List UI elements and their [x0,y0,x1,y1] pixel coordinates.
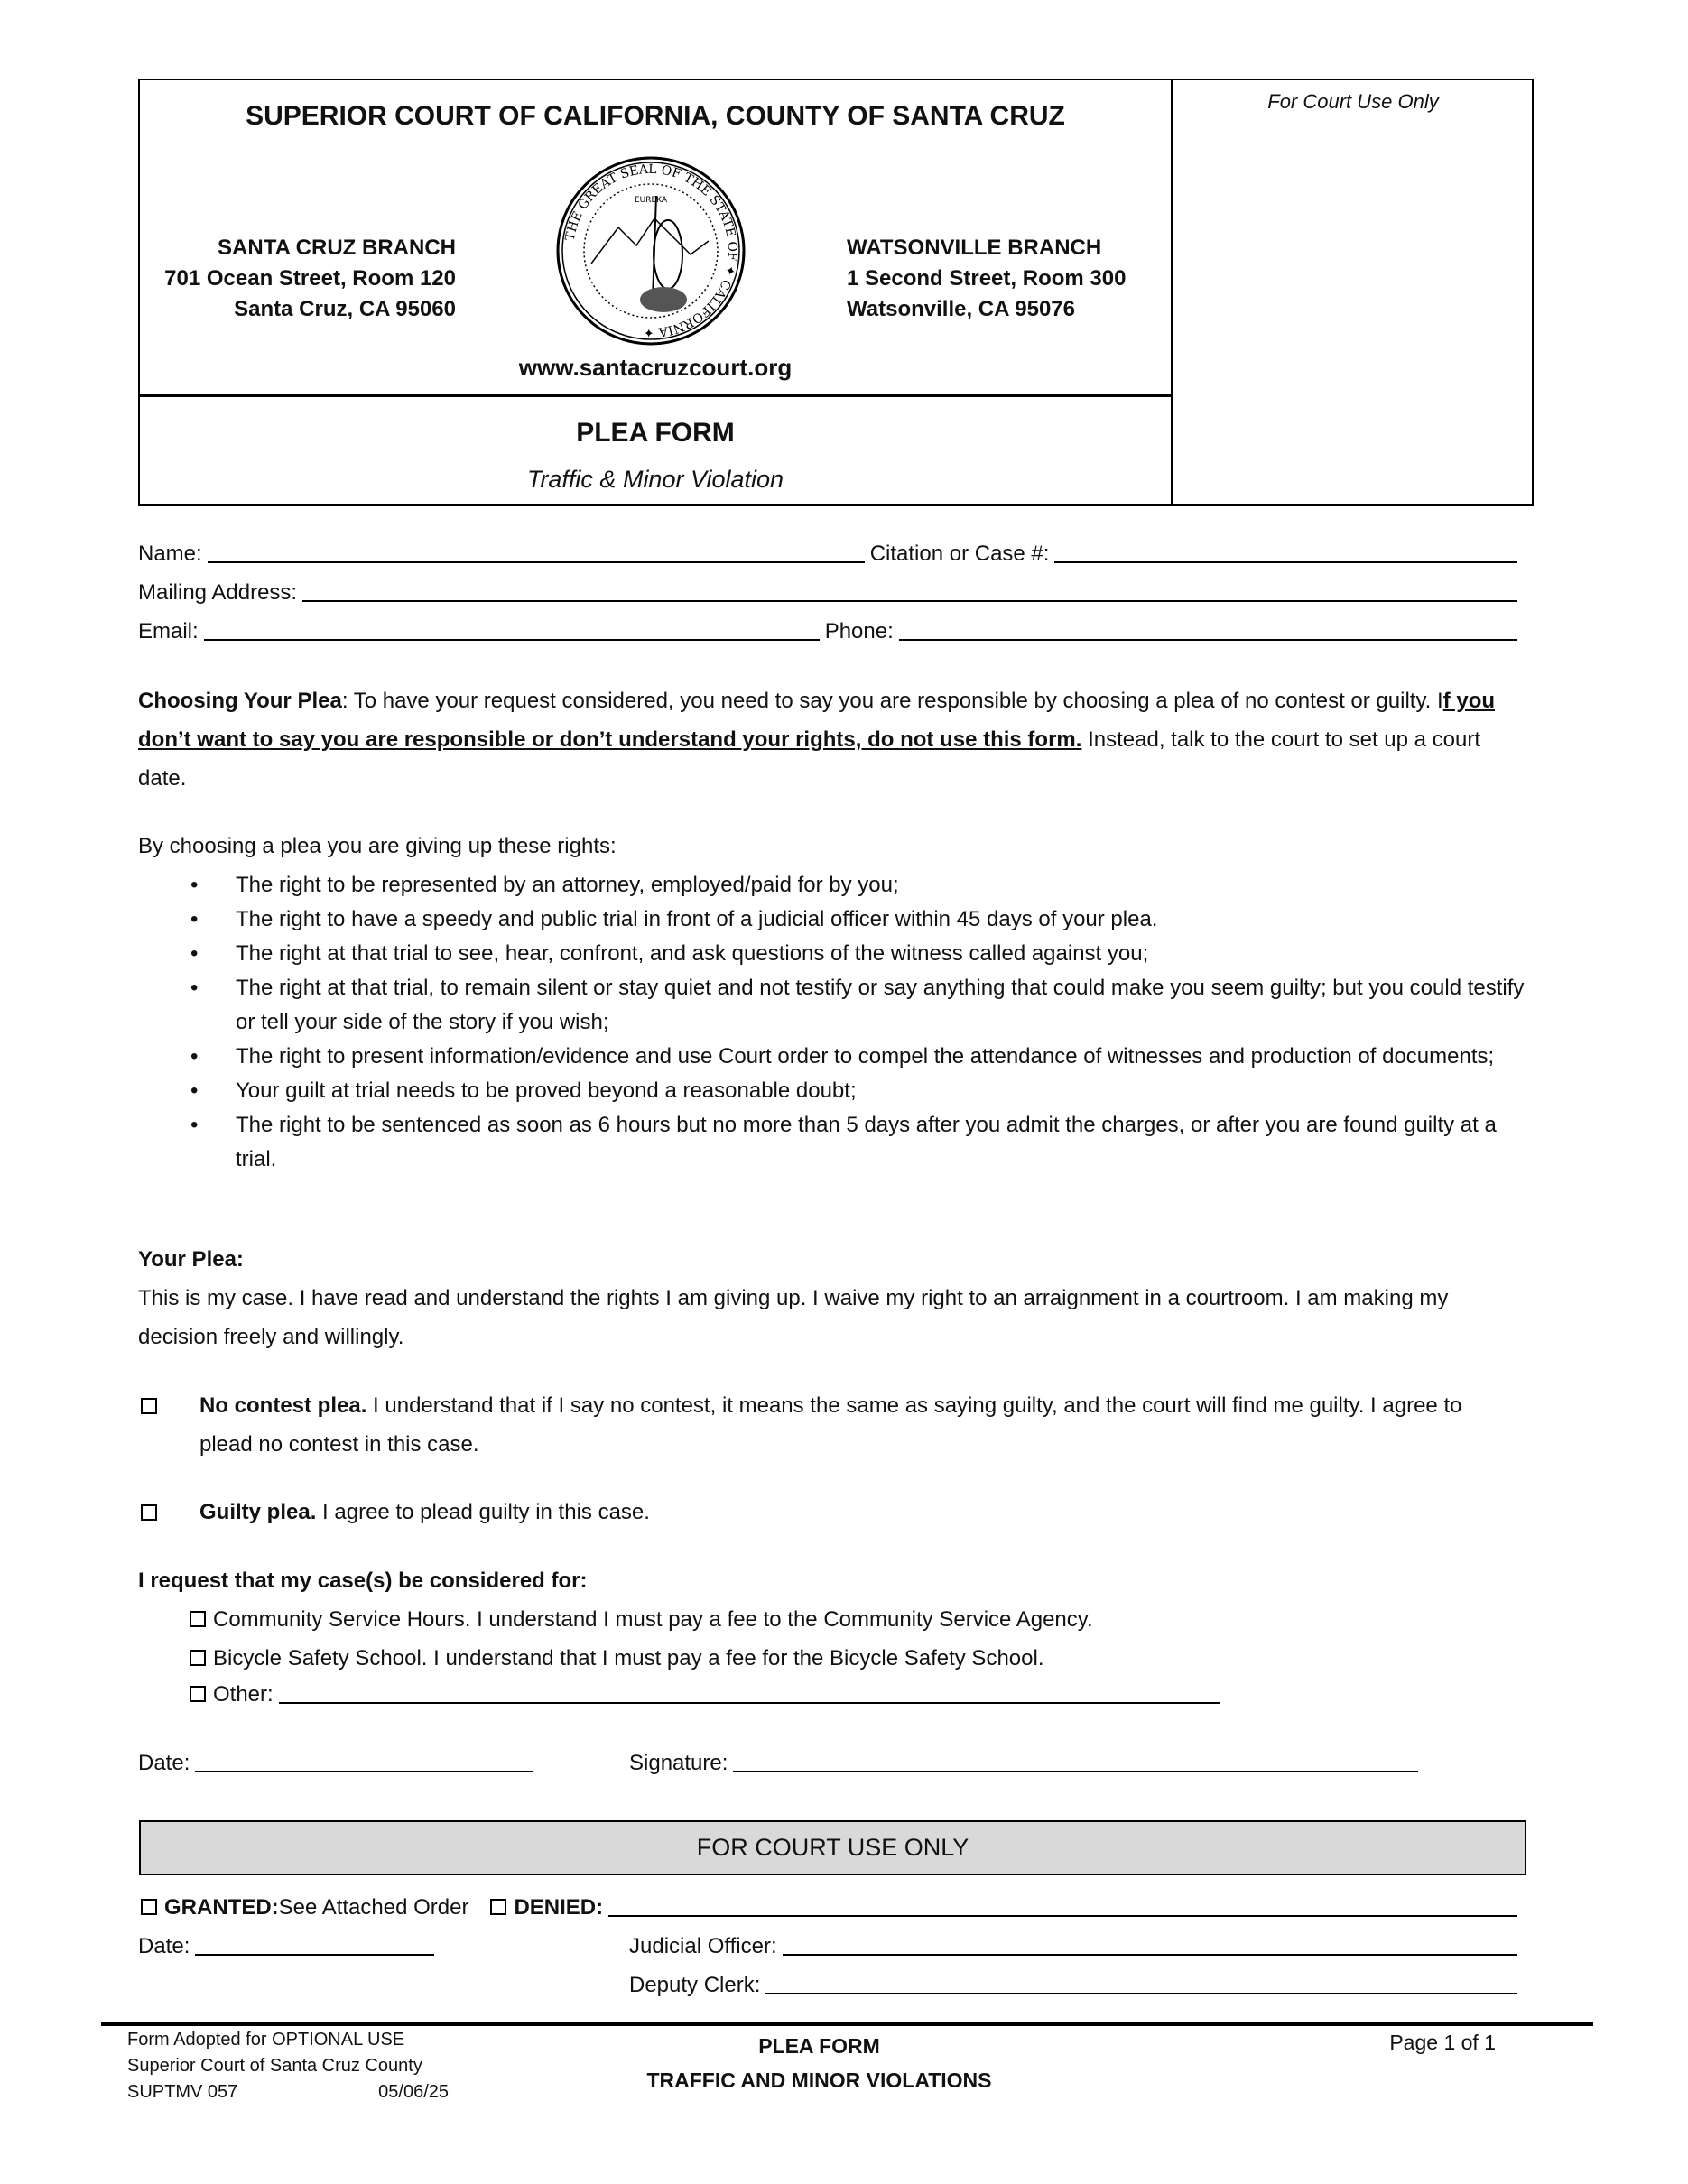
branch-street: 1 Second Street, Room 300 [847,266,1127,291]
footer-text: Form Adopted for OPTIONAL USE [127,2030,405,2050]
no-contest-label: No contest plea. [199,1393,367,1418]
other-checkbox[interactable] [190,1686,206,1702]
choosing-text: Instead, talk to the court to set up a court date. [138,727,1481,791]
email-label: Email: [138,619,199,643]
svg-text:THE GREAT SEAL OF THE STATE OF: THE GREAT SEAL OF THE STATE OF ✦ CALIFORNIA ✦ [562,162,740,340]
denied-checkbox[interactable] [490,1899,506,1915]
plea-heading: Your Plea: [138,1247,244,1272]
citation-label: Citation or Case #: [869,541,1050,566]
form-subtitle: Traffic & Minor Violation [526,466,784,493]
phone-label: Phone: [824,619,894,643]
footer-text: Superior Court of Santa Cruz County [127,2056,422,2076]
option-label: Community Service Hours. I understand I must pay a fee to the Community Service Agency. [213,1607,1093,1632]
name-label: Name: [138,541,202,566]
judicial-row [629,1934,1517,1959]
other-option [190,1682,1220,1707]
list-item: • The right at that trial to see, hear, confront, and ask questions of the witness called against you; [138,937,1533,971]
mailing-label: Mailing Address: [138,580,298,605]
granted-label: GRANTED: [164,1895,279,1920]
date-label: Date: [138,1751,190,1775]
citation-field[interactable] [1054,543,1517,563]
email-field[interactable] [204,621,820,641]
phone-field[interactable] [899,621,1517,641]
page-number: Page 1 of 1 [1389,2031,1496,2054]
list-item: • The right to present information/evidence and use Court order to compel the attendance of witnesses and production of documents; [138,1040,1533,1074]
denied-field[interactable] [608,1897,1517,1917]
signature-row [629,1751,1418,1776]
rights-intro: By choosing a plea you are giving up these rights: [138,834,617,858]
choosing-paragraph [138,681,1533,798]
bicycle-school-checkbox[interactable] [190,1650,206,1666]
branch-name: WATSONVILLE BRANCH [847,236,1102,260]
signature-field[interactable] [733,1753,1418,1772]
form-title: PLEA FORM [576,418,735,448]
guilty-label: Guilty plea. [199,1500,317,1524]
divider [138,394,1173,397]
guilty-option [199,1493,650,1532]
clerk-row [629,1973,1517,1998]
request-heading: I request that my case(s) be considered for: [138,1569,588,1593]
option-label: Other: [213,1682,274,1707]
court-use-banner [139,1820,1526,1875]
santa-cruz-branch [144,233,456,325]
footer-divider [101,2022,1593,2026]
footer-center [542,2029,1097,2097]
community-service-checkbox[interactable] [190,1611,206,1627]
clerk-label: Deputy Clerk: [629,1973,761,1997]
branch-city: Santa Cruz, CA 95060 [234,297,456,321]
branch-city: Watsonville, CA 95076 [847,297,1075,321]
date-label: Date: [138,1934,190,1958]
list-item: • The right to be sentenced as soon as 6 hours but no more than 5 days after you admit the charges, or after you are found guilty at a trial. [138,1108,1533,1177]
footer-title: PLEA FORM [758,2034,880,2058]
no-contest-option [199,1386,1508,1464]
court-title: SUPERIOR COURT OF CALIFORNIA, COUNTY OF SANTA CRUZ [246,101,1065,131]
signature-label: Signature: [629,1751,728,1775]
community-service-option [190,1607,1093,1633]
judicial-field[interactable] [783,1936,1517,1956]
warning-text: f you don’t want to say you are responsible or don’t understand your rights, do not use this form. [138,689,1496,752]
clerk-field[interactable] [765,1975,1517,1994]
court-use-label: For Court Use Only [1267,90,1439,113]
choosing-text: : To have your request considered, you need to say you are responsible by choosing a plea of no contest or guilty. I [341,689,1443,713]
watsonville-branch [847,233,1172,325]
judicial-label: Judicial Officer: [629,1934,777,1958]
svg-text:EUREKA: EUREKA [634,196,668,205]
granted-text: See Attached Order [278,1895,469,1920]
branch-street: 701 Ocean Street, Room 120 [164,266,456,291]
email-row [138,619,1517,644]
branch-name: SANTA CRUZ BRANCH [218,236,456,260]
list-item: • The right at that trial, to remain silent or stay quiet and not testify or say anything that could make you seem guilty; but you could testify or tell your side of the story if you wish; [138,971,1533,1040]
bicycle-school-option [190,1646,1043,1671]
court-date-field[interactable] [195,1936,434,1956]
no-contest-text: I understand that if I say no contest, it means the same as saying guilty, and the court will find me guilty. I agree to plead no contest in this case. [199,1393,1462,1457]
guilty-checkbox[interactable] [141,1504,157,1521]
plea-text: This is my case. I have read and understand the rights I am giving up. I waive my right to an arraignment in a courtroom. I am making my decision freely and willingly. [138,1286,1449,1349]
california-seal-logo [555,155,747,347]
footer-left [127,2027,452,2105]
footer-subtitle: TRAFFIC AND MINOR VIOLATIONS [646,2068,992,2092]
name-field[interactable] [208,543,865,563]
rights-list [138,868,1533,1177]
guilty-text: I agree to plead guilty in this case. [316,1500,650,1524]
option-label: Bicycle Safety School. I understand that I must pay a fee for the Bicycle Safety School. [213,1646,1044,1670]
website-link[interactable]: www.santacruzcourt.org [518,354,793,381]
list-item: • The right to have a speedy and public trial in front of a judicial officer within 45 days of your plea. [138,902,1533,937]
ruling-row [141,1895,1517,1920]
court-use-title: FOR COURT USE ONLY [696,1834,969,1861]
date-field[interactable] [195,1753,533,1772]
date-row [138,1751,533,1776]
choosing-label: Choosing Your Plea [138,689,342,713]
list-item: • Your guilt at trial needs to be proved beyond a reasonable doubt; [138,1074,1533,1108]
granted-checkbox[interactable] [141,1899,157,1915]
denied-label: DENIED: [514,1895,604,1920]
no-contest-checkbox[interactable] [141,1398,157,1414]
mailing-row [138,580,1517,606]
form-code: SUPTMV 057 [127,2082,238,2102]
other-field[interactable] [279,1684,1220,1704]
list-item: • The right to be represented by an attorney, employed/paid for by you; [138,868,1533,902]
mailing-field[interactable] [302,582,1517,602]
form-date: 05/06/25 [378,2082,449,2102]
court-date-row [138,1934,434,1959]
name-row [138,541,1517,567]
